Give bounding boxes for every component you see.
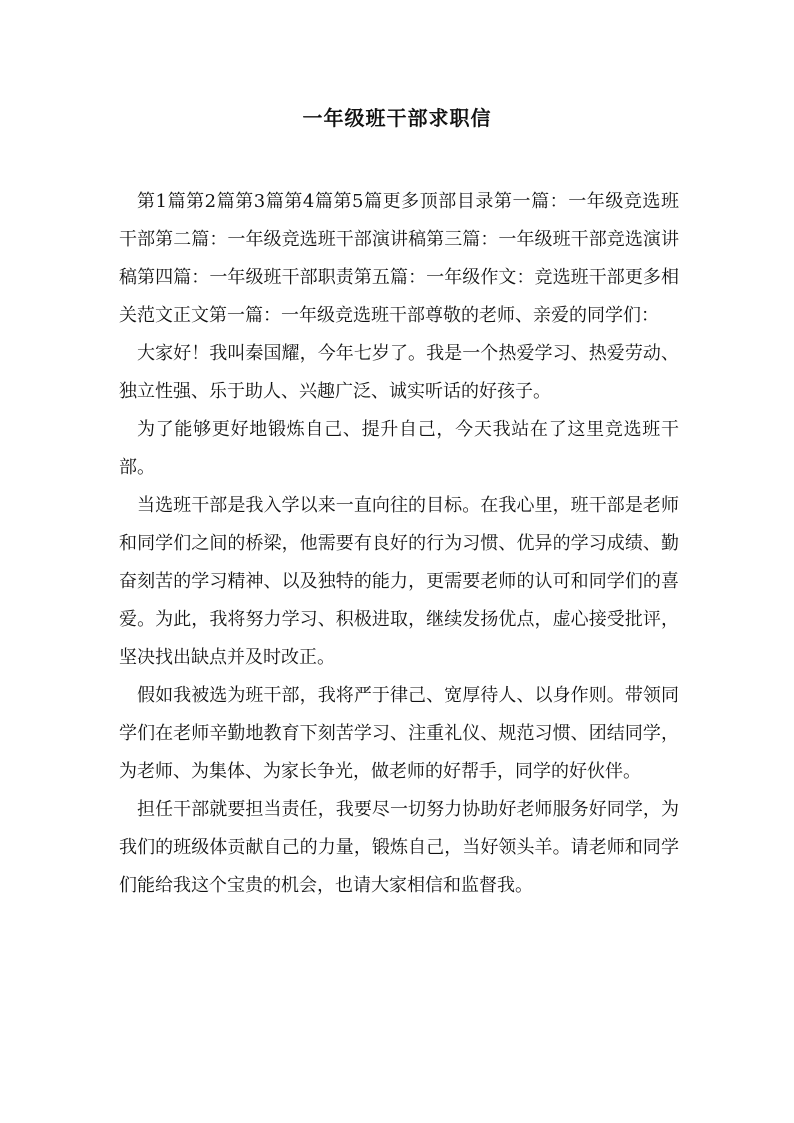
paragraph-greeting: 大家好！我叫秦国耀，今年七岁了。我是一个热爱学习、热爱劳动、独立性强、乐于助人、兴趣广泛、诚实听话的好孩子。 — [119, 343, 679, 402]
paragraph-purpose: 为了能够更好地锻炼自己、提升自己，今天我站在了这里竞选班干部。 — [119, 419, 679, 478]
paragraph-promise: 假如我被选为班干部，我将严于律己、宽厚待人、以身作则。带领同学们在老师辛勤地教育下刻苦学习、注重礼仪、规范习惯、团结同学，为老师、为集体、为家长争光，做老师的好帮手，同学的好伙伴。 — [119, 685, 679, 782]
document-body — [119, 183, 679, 905]
paragraph-table-of-contents: 第1篇第2篇第3篇第4篇第5篇更多顶部目录第一篇：一年级竞选班干部第二篇：一年级竞选班干部演讲稿第三篇：一年级班干部竞选演讲稿第四篇：一年级班干部职责第五篇：一年级作文：竞选班干部更多相关范文正文第一篇：一年级竞选班干部尊敬的老师、亲爱的同学们： — [119, 191, 679, 326]
document-title: 一年级班干部求职信 — [302, 106, 492, 130]
paragraph-closing: 担任干部就要担当责任，我要尽一切努力协助好老师服务好同学，为我们的班级体贡献自己的力量，锻炼自己，当好领头羊。请老师和同学们能给我这个宝贵的机会，也请大家相信和监督我。 — [119, 799, 679, 896]
paragraph-goal: 当选班干部是我入学以来一直向往的目标。在我心里，班干部是老师和同学们之间的桥梁，他需要有良好的行为习惯、优异的学习成绩、勤奋刻苦的学习精神、以及独特的能力，更需要老师的认可和同学们的喜爱。为此，我将努力学习、积极进取，继续发扬优点，虚心接受批评，坚决找出缺点并及时改正。 — [119, 495, 679, 668]
